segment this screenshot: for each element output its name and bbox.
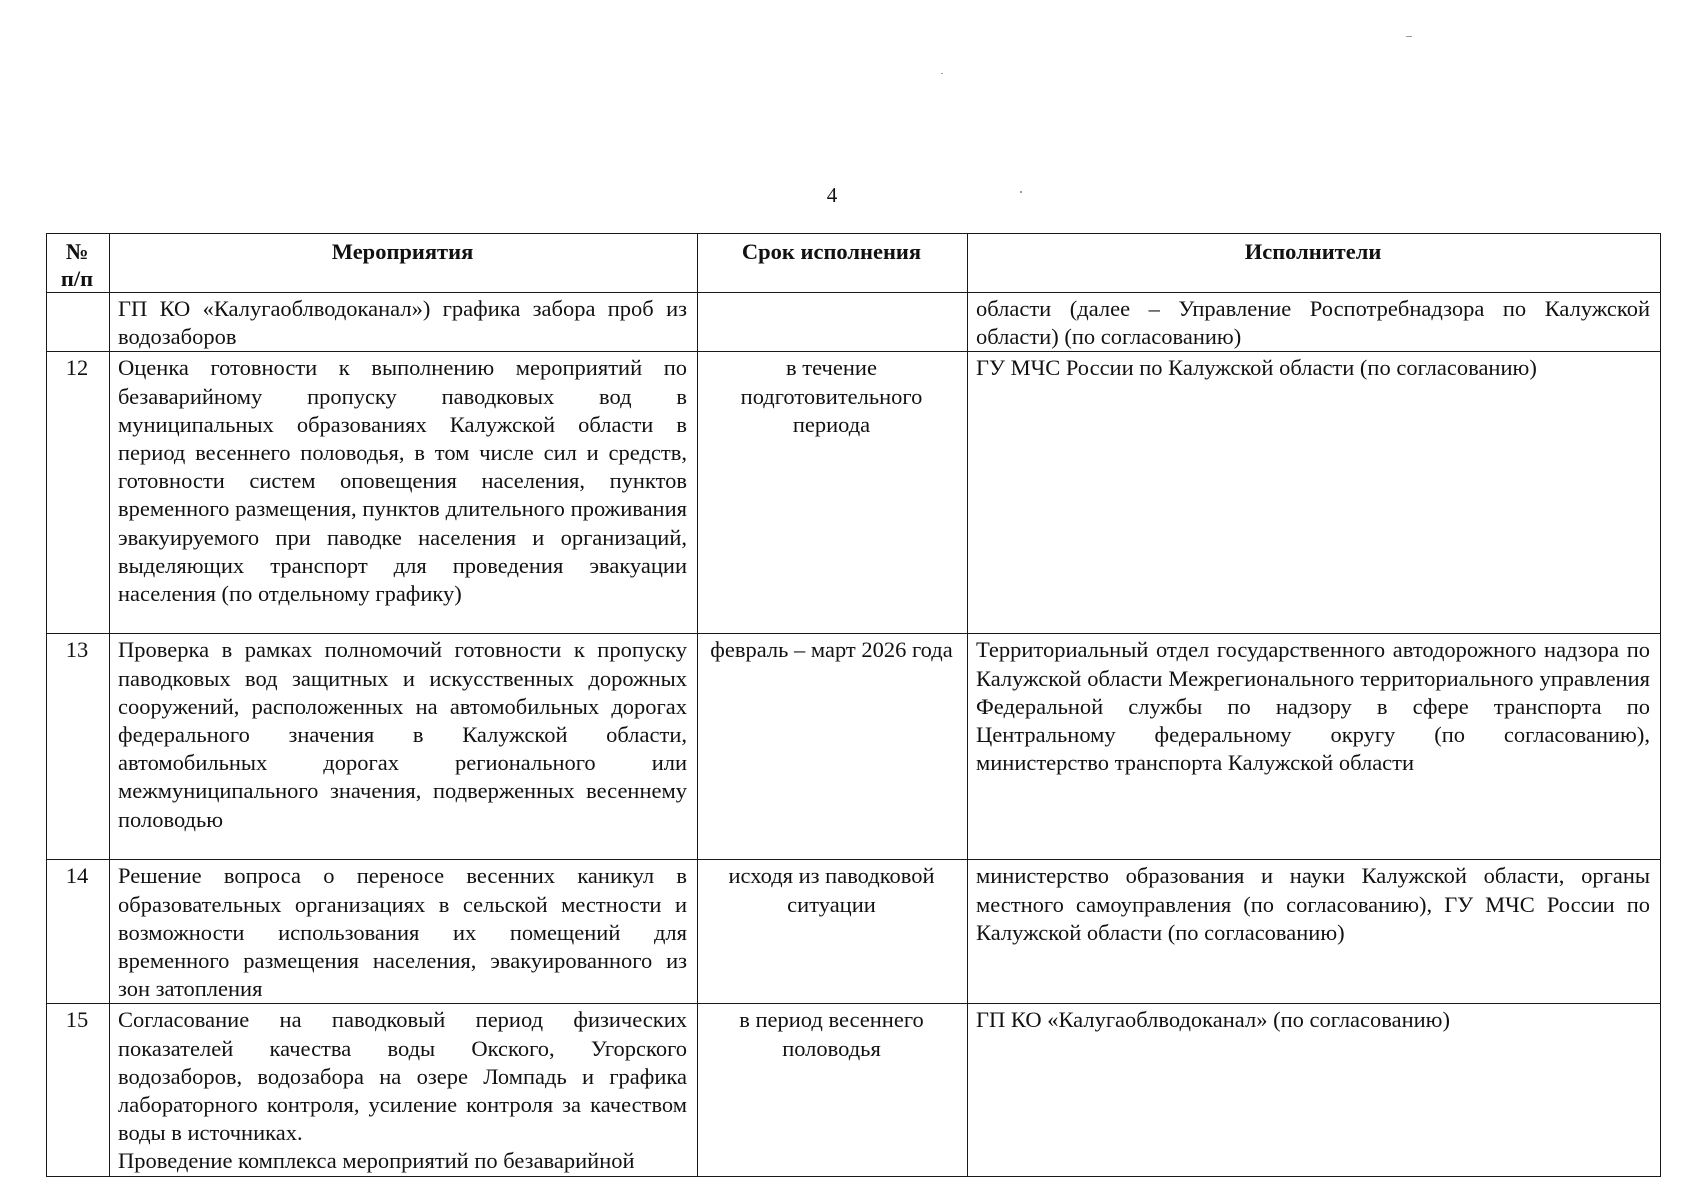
row-event-paragraph: Проведение комплекса мероприятий по безаварийной (118, 1148, 635, 1174)
header-executors: Исполнители (968, 234, 1661, 293)
row-event (110, 1004, 698, 1176)
page-number: 4 (826, 183, 838, 207)
row-executors: ГУ МЧС России по Калужской области (по согласованию) (968, 352, 1661, 634)
header-number: № п/п (47, 234, 110, 293)
scan-speck (1406, 36, 1412, 37)
row-term (698, 293, 968, 352)
row-event: Оценка готовности к выполнению мероприятий по безаварийному пропуску паводковых вод в муниципальных образованиях Калужской области в период весеннего половодья, в том числе сил и средств, готовности систем оповещения населения, пунктов временного размещения, пунктов длительного проживания эвакуируемого при паводке населения и организаций, выделяющих транспорт для проведения эвакуации населения (по отдельному графику) (110, 352, 698, 634)
row-executors: области (далее – Управление Роспотребнадзора по Калужской области) (по согласованию) (968, 293, 1661, 352)
row-number: 13 (47, 634, 110, 860)
row-term: в течение подготовительного периода (698, 352, 968, 634)
row-event: Проверка в рамках полномочий готовности к пропуску паводковых вод защитных и искусственных дорожных сооружений, расположенных на автомобильных дорогах федерального значения в Калужской области, автомобильных дорогах регионального или межмуниципального значения, подверженных весеннему половодью (110, 634, 698, 860)
table-row (47, 352, 1661, 634)
table-row (47, 293, 1661, 352)
table-header-row (47, 234, 1661, 293)
scan-speck (1020, 191, 1022, 193)
row-number (47, 293, 110, 352)
scan-speck (941, 73, 943, 74)
row-executors: ГП КО «Калугаоблводоканал» (по согласованию) (968, 1004, 1661, 1176)
row-number: 12 (47, 352, 110, 634)
row-term: исходя из паводковой ситуации (698, 860, 968, 1004)
row-event-paragraph: Согласование на паводковый период физических показателей качества воды Окского, Угорского водозаборов, водозабора на озере Ломпадь и графика лабораторного контроля, усиление контроля за качеством воды в источниках. (118, 1007, 687, 1146)
row-executors: Территориальный отдел государственного автодорожного надзора по Калужской области Межрегионального территориального управления Федеральной службы по надзору в сфере транспорта по Центральному федеральному округу (по согласованию), министерство транспорта Калужской области (968, 634, 1661, 860)
table-row (47, 634, 1661, 860)
row-executors: министерство образования и науки Калужской области, органы местного самоуправления (по согласованию), ГУ МЧС России по Калужской области (по согласованию) (968, 860, 1661, 1004)
header-events: Мероприятия (110, 234, 698, 293)
events-table (46, 233, 1661, 1177)
table-row (47, 1004, 1661, 1176)
table-row (47, 860, 1661, 1004)
header-term: Срок исполнения (698, 234, 968, 293)
row-number: 14 (47, 860, 110, 1004)
row-term: февраль – март 2026 года (698, 634, 968, 860)
row-event: ГП КО «Калугаоблводоканал») графика забора проб из водозаборов (110, 293, 698, 352)
row-term: в период весеннего половодья (698, 1004, 968, 1176)
row-number: 15 (47, 1004, 110, 1176)
row-event: Решение вопроса о переносе весенних каникул в образовательных организациях в сельской местности и возможности использования их помещений для временного размещения населения, эвакуированного из зон затопления (110, 860, 698, 1004)
